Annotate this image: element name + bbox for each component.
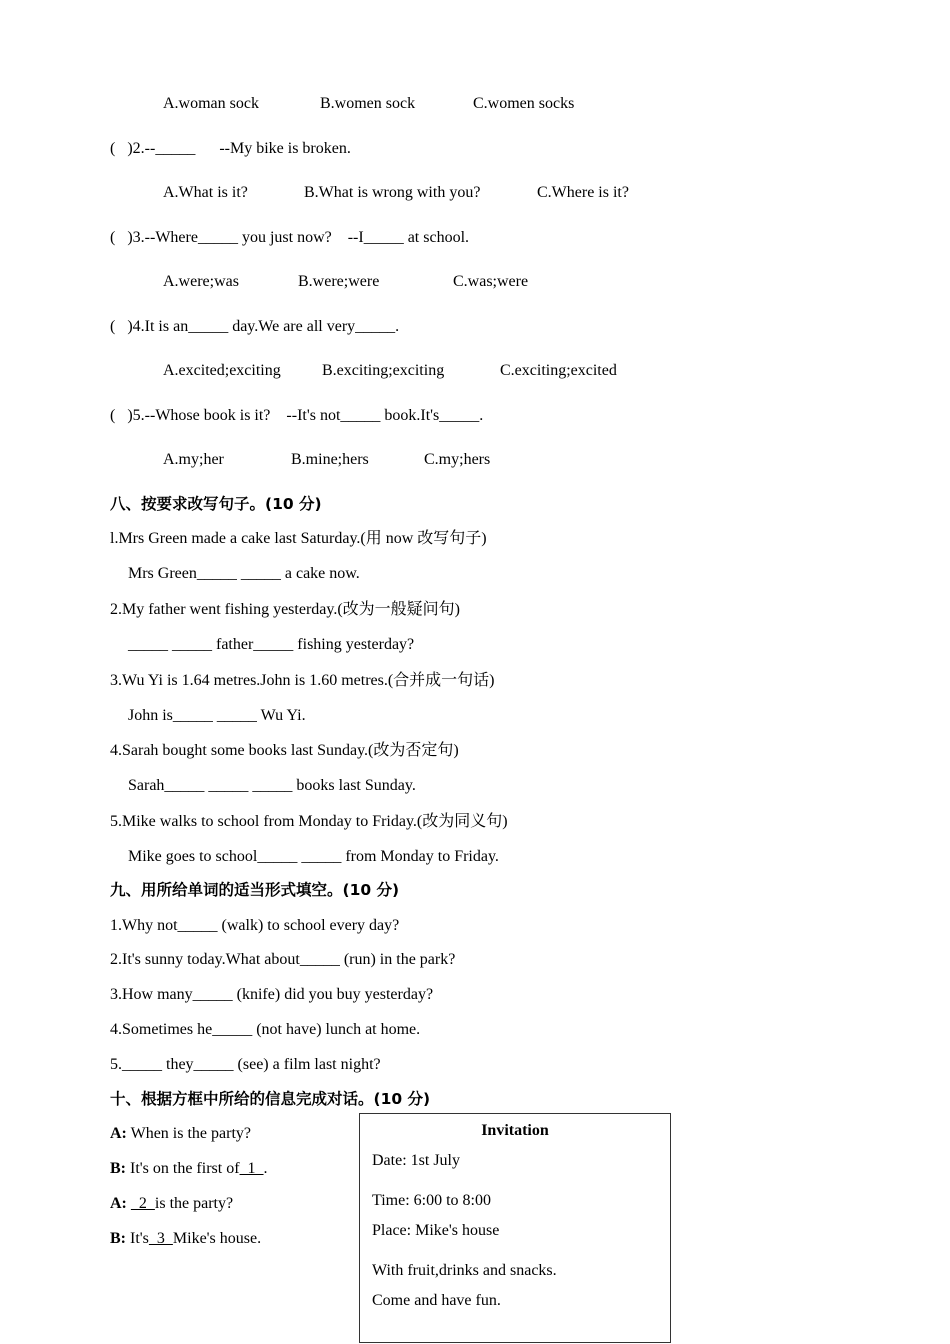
q3-option-a: A.were;was	[163, 273, 239, 290]
q2-option-c: C.Where is it?	[537, 184, 629, 201]
q3-option-b: B.were;were	[298, 273, 380, 290]
s8-question-3: 3.Wu Yi is 1.64 metres.John is 1.60 metres.(合并成一句话)	[110, 672, 495, 689]
s8-question-5: 5.Mike walks to school from Monday to Friday.(改为同义句)	[110, 813, 508, 830]
invitation-date: Date: 1st July	[372, 1152, 460, 1169]
section-10-heading: 十、根据方框中所给的信息完成对话。(10 分)	[110, 1090, 431, 1108]
q5-option-b: B.mine;hers	[291, 451, 369, 468]
dialogue-text: When is the party?	[126, 1125, 251, 1142]
s8-question-4: 4.Sarah bought some books last Sunday.(改为否定句)	[110, 742, 459, 759]
s8-question-2: 2.My father went fishing yesterday.(改为一般疑问句)	[110, 601, 461, 618]
dialogue-text: .	[263, 1160, 268, 1177]
invitation-title: Invitation	[481, 1122, 549, 1139]
s9-item-3: 3.How many_____ (knife) did you buy yesterday?	[110, 986, 434, 1003]
blank-3: 3	[148, 1230, 173, 1247]
question-4: ( )4.It is an_____ day.We are all very_____.	[110, 318, 400, 335]
invitation-box	[359, 1113, 671, 1343]
q1-option-a: A.woman sock	[163, 95, 259, 112]
dialogue-line-1	[110, 1124, 251, 1144]
invitation-place: Place: Mike's house	[372, 1222, 500, 1239]
q5-option-a: A.my;her	[163, 451, 224, 468]
q1-option-b: B.women sock	[320, 95, 416, 112]
blank-2: 2	[130, 1195, 155, 1212]
blank-1: 1	[239, 1160, 264, 1177]
q1-option-c: C.women socks	[473, 95, 575, 112]
invitation-come: Come and have fun.	[372, 1292, 501, 1309]
dialogue-line-3	[110, 1194, 233, 1214]
speaker: B:	[110, 1230, 126, 1247]
dialogue-text: It's	[126, 1230, 149, 1247]
dialogue-line-2	[110, 1159, 268, 1179]
q5-option-c: C.my;hers	[424, 451, 491, 468]
invitation-with: With fruit,drinks and snacks.	[372, 1262, 557, 1279]
s8-answer-1: Mrs Green_____ _____ a cake now.	[128, 565, 360, 582]
question-3: ( )3.--Where_____ you just now? --I_____ at school.	[110, 229, 470, 246]
dialogue-line-4	[110, 1229, 261, 1249]
s9-item-1: 1.Why not_____ (walk) to school every day?	[110, 917, 400, 934]
section-9-heading: 九、用所给单词的适当形式填空。(10 分)	[110, 881, 400, 899]
s9-item-5: 5._____ they_____ (see) a film last night?	[110, 1056, 381, 1073]
s8-answer-3: John is_____ _____ Wu Yi.	[128, 707, 306, 724]
q4-option-c: C.exciting;excited	[500, 362, 617, 379]
s8-answer-2: _____ _____ father_____ fishing yesterday?	[128, 636, 415, 653]
section-8-heading: 八、按要求改写句子。(10 分)	[110, 495, 322, 513]
dialogue-text: is the party?	[154, 1195, 234, 1212]
s8-answer-4: Sarah_____ _____ _____ books last Sunday.	[128, 777, 416, 794]
q2-option-b: B.What is wrong with you?	[304, 184, 481, 201]
s8-question-1: l.Mrs Green made a cake last Saturday.(用 now 改写句子)	[110, 530, 487, 547]
q3-option-c: C.was;were	[453, 273, 529, 290]
question-2: ( )2.--_____ --My bike is broken.	[110, 140, 351, 157]
dialogue-text: It's on the first of	[126, 1160, 240, 1177]
q4-option-a: A.excited;exciting	[163, 362, 281, 379]
question-5: ( )5.--Whose book is it? --It's not_____ book.It's_____.	[110, 407, 484, 424]
s9-item-2: 2.It's sunny today.What about_____ (run) in the park?	[110, 951, 456, 968]
s8-answer-5: Mike goes to school_____ _____ from Monday to Friday.	[128, 848, 499, 865]
s9-item-4: 4.Sometimes he_____ (not have) lunch at home.	[110, 1021, 421, 1038]
dialogue-text: Mike's house.	[172, 1230, 262, 1247]
invitation-time: Time: 6:00 to 8:00	[372, 1192, 491, 1209]
q2-option-a: A.What is it?	[163, 184, 248, 201]
q4-option-b: B.exciting;exciting	[322, 362, 445, 379]
speaker: A:	[110, 1125, 127, 1142]
speaker: A:	[110, 1195, 127, 1212]
speaker: B:	[110, 1160, 126, 1177]
